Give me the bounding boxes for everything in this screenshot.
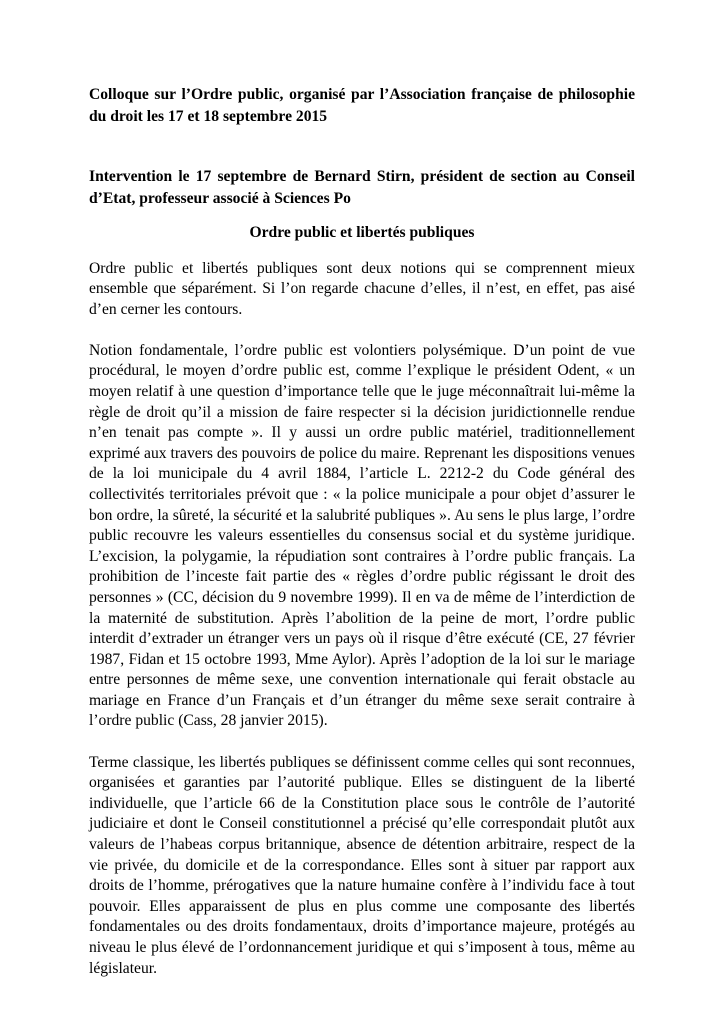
intervention-heading: Intervention le 17 septembre de Bernard Stirn, président de section au Conseil d’Etat, professeur associé à Sciences Po (89, 168, 635, 207)
document-title: Ordre public et libertés publiques (249, 224, 475, 241)
document-page (89, 84, 635, 1000)
conference-title: Colloque sur l’Ordre public, organisé par l’Association française de philosophie du droit les 17 et 18 septembre 2015 (89, 86, 635, 125)
paragraph-ordre-public: Notion fondamentale, l’ordre public est volontiers polysémique. D’un point de vue procédural, le moyen d’ordre public est, comme l’explique le président Odent, « un moyen relatif à une question d’importance telle que le juge méconnaîtrait lui-même la règle de droit qu’il a mission de faire respecter si la décision juridictionnelle rendue n’en tenait pas compte ». Il y aussi un ordre public matériel, traditionnellement exprimé aux travers des pouvoirs de police du maire. Reprenant les dispositions venues de la loi municipale du 4 avril 1884, l’article L. 2212-2 du Code général des collectivités territoriales prévoit que : « la police municipale a pour objet d’assurer le bon ordre, la sûreté, la sécurité et la salubrité publiques ». Au sens le plus large, l’ordre public recouvre les valeurs essentielles du consensus social et du système juridique. L’excision, la polygamie, la répudiation sont contraires à l’ordre public français. La prohibition de l’inceste fait partie des « règles d’ordre public régissant le droit des personnes » (CC, décision du 9 novembre 1999). Il en va de même de l’interdiction de la maternité de substitution. Après l’abolition de la peine de mort, l’ordre public interdit d’extrader un étranger vers un pays où il risque d’être exécuté (CE, 27 février 1987, Fidan et 15 octobre 1993, Mme Aylor). Après l’adoption de la loi sur le mariage entre personnes de même sexe, une convention internationale qui ferait obstacle au mariage en France d’un Français et d’un étranger du même sexe serait contraire à l’ordre public (Cass, 28 janvier 2015). (89, 341, 635, 730)
paragraph-intro: Ordre public et libertés publiques sont deux notions qui se comprennent mieux ensemble que séparément. Si l’on regarde chacune d’elles, il n’est, en effet, pas aisé d’en cerner les contours. (89, 259, 635, 318)
paragraph-libertes-publiques: Terme classique, les libertés publiques se définissent comme celles qui sont reconnues, organisées et garanties par l’autorité publique. Elles se distinguent de la liberté individuelle, que l’article 66 de la Constitution place sous le contrôle de l’autorité judiciaire et dont le Conseil constitutionnel a précisé qu’elle correspondait plutôt aux valeurs de l’habeas corpus britannique, absence de détention arbitraire, respect de la vie privée, du domicile et de la correspondance. Elles sont à situer par rapport aux droits de l’homme, prérogatives que la nature humaine confère à l’individu face à tout pouvoir. Elles apparaissent de plus en plus comme une composante des libertés fondamentales ou des droits fondamentaux, droits d’importance majeure, protégés au niveau le plus élevé de l’ordonnancement juridique et qui s’imposent à tous, même au législateur. (89, 753, 635, 977)
